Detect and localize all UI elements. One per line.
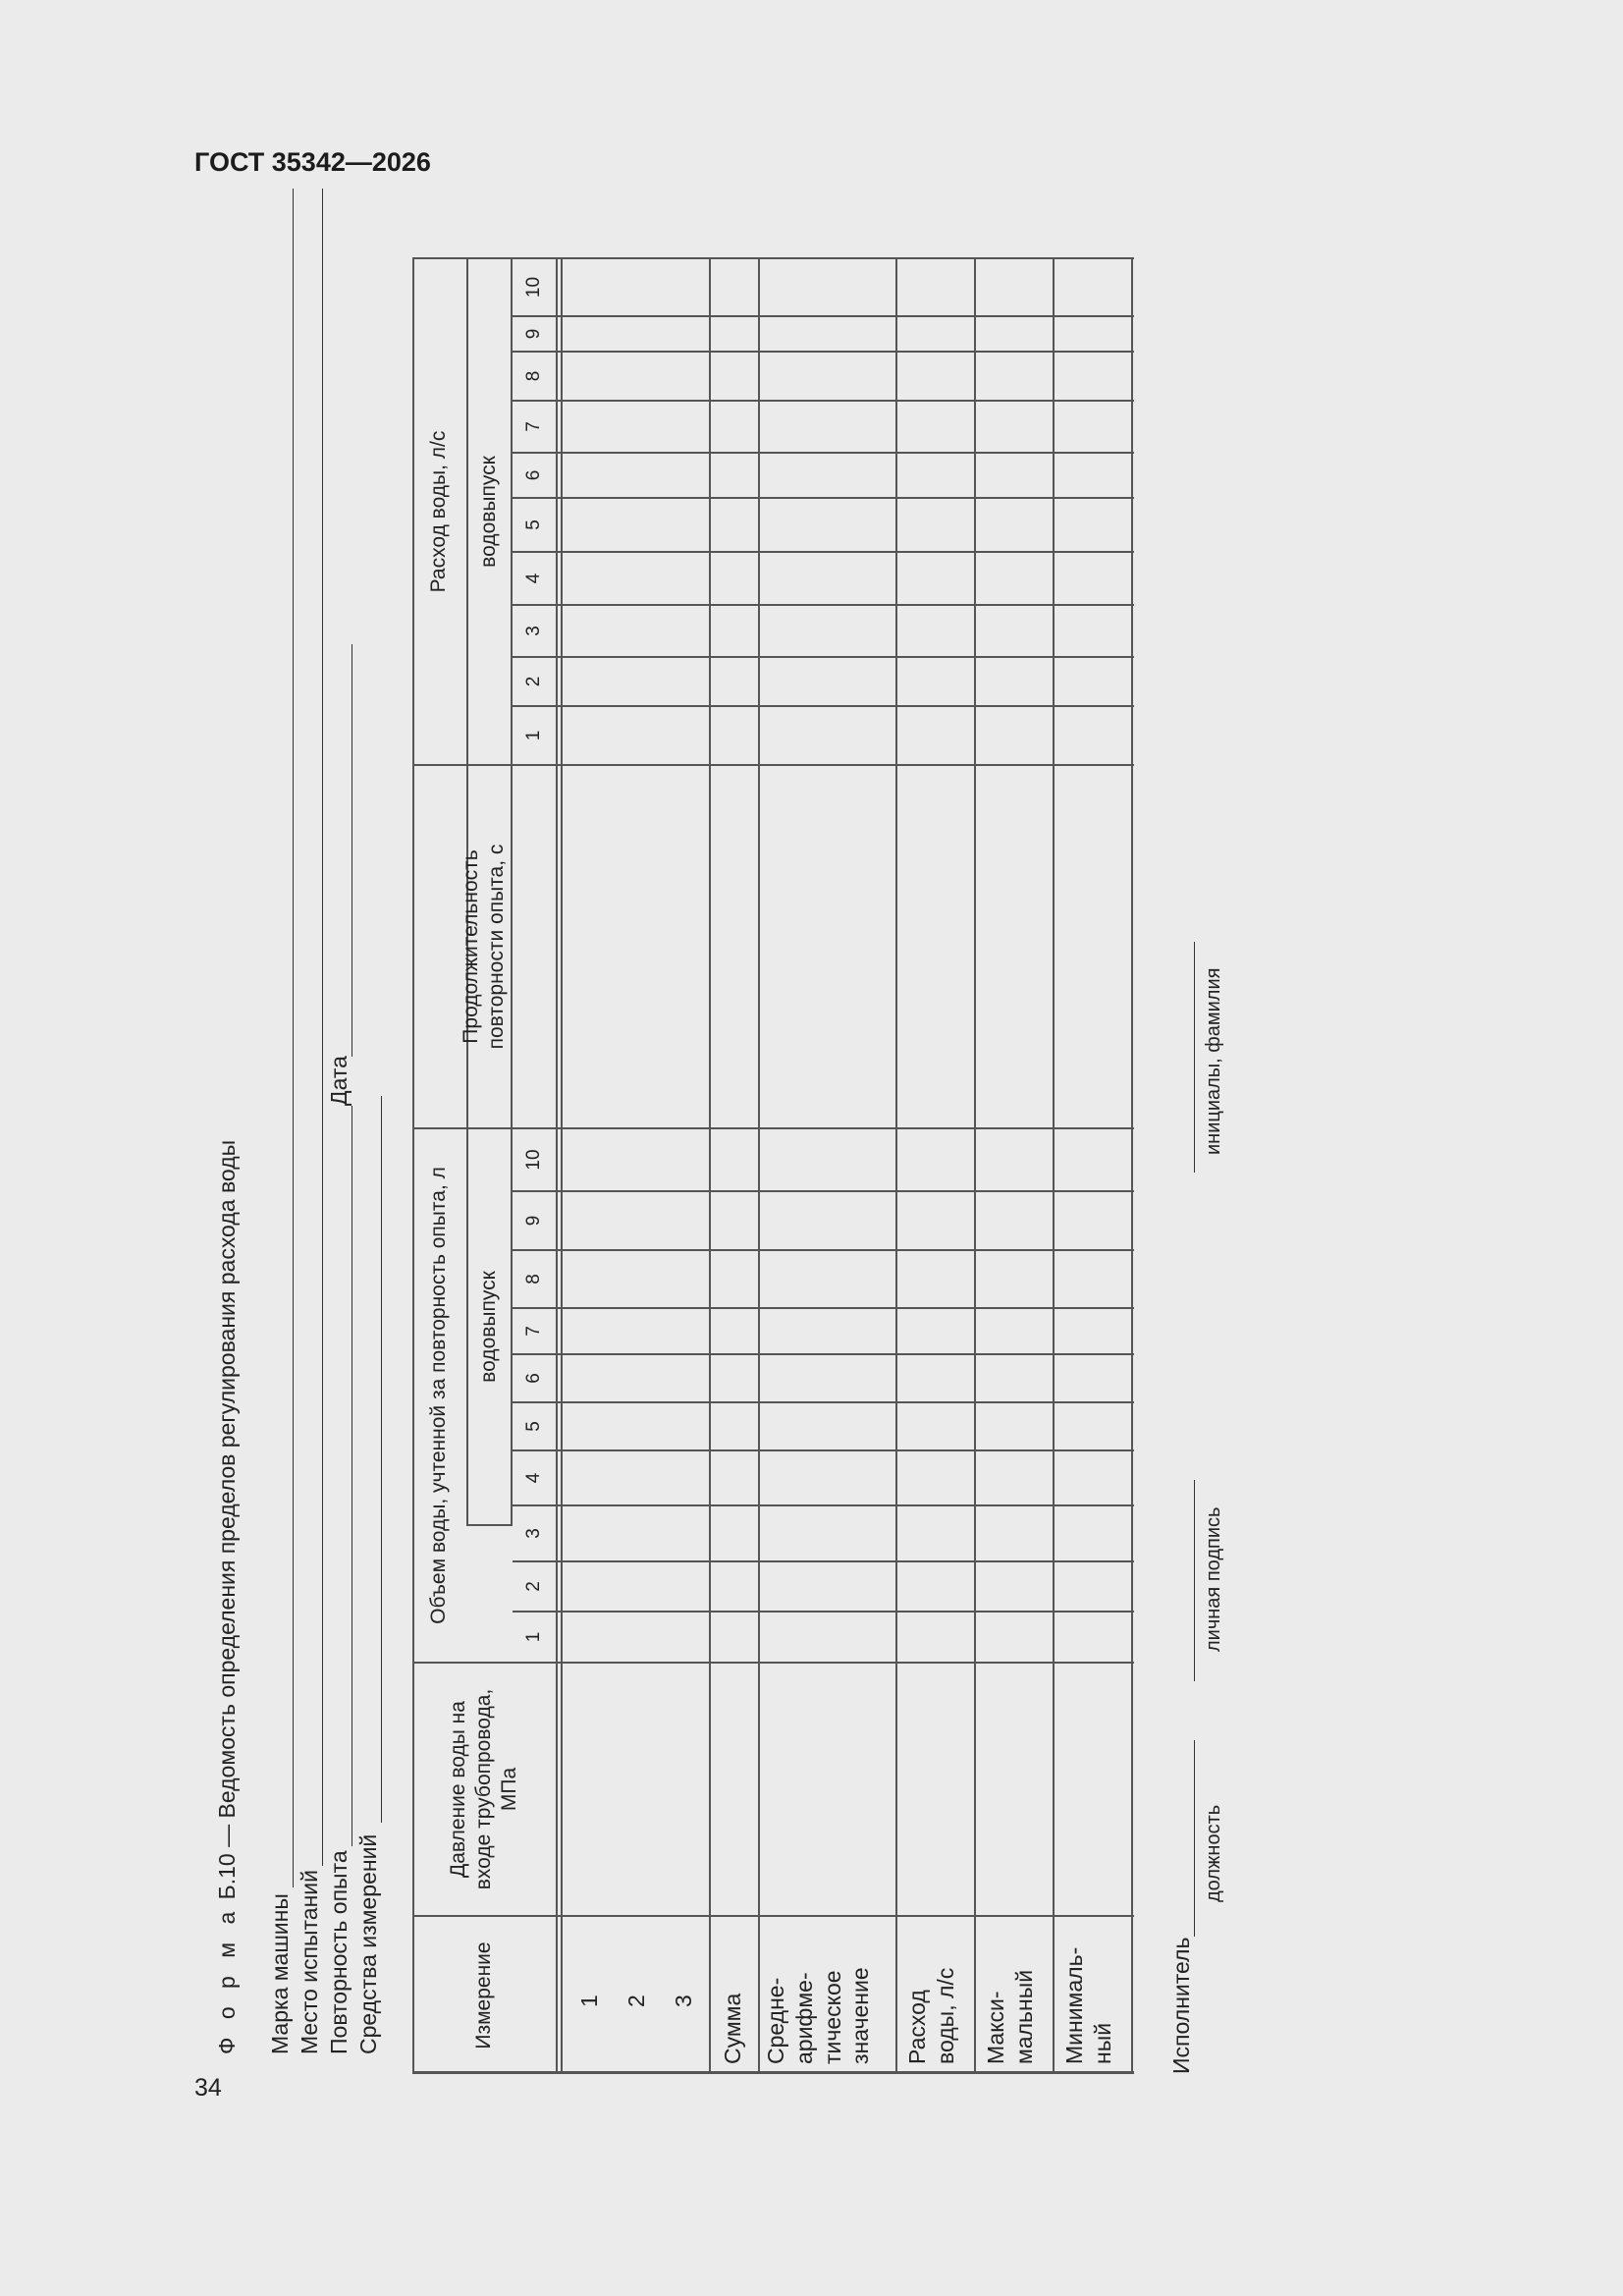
- test-place-label: Место испытаний: [297, 1870, 322, 2054]
- rotated-form-sheet: [196, 110, 1375, 2074]
- flow-outlet-number: 10: [523, 276, 545, 299]
- volume-outlet-number: 7: [523, 1326, 545, 1337]
- flow-outlet-number: 9: [523, 328, 545, 340]
- signature-line[interactable]: [1194, 1480, 1195, 1681]
- volume-outlet-number: 8: [523, 1274, 545, 1285]
- header-measurement: Измерение: [471, 1941, 495, 2050]
- standard-code: ГОСТ 35342—2026: [194, 147, 431, 177]
- volume-outlet-number: 10: [523, 1149, 545, 1171]
- row-mean-label: Средне- арифме- тическое значение: [763, 1967, 874, 2064]
- flow-outlet-number: 2: [523, 676, 545, 687]
- row-flow-label: Расход воды, л/с: [904, 1967, 958, 2064]
- executor-label: Исполнитель: [1168, 1937, 1194, 2074]
- flow-outlet-number: 4: [523, 573, 545, 584]
- volume-outlet-number: 2: [523, 1581, 545, 1592]
- flow-outlet-number: 6: [523, 469, 545, 481]
- flow-outlet-number: 3: [523, 626, 545, 636]
- volume-outlet-number: 3: [523, 1528, 545, 1539]
- volume-outlet-number: 6: [523, 1373, 545, 1384]
- machine-brand-label: Марка машины: [267, 1893, 293, 2054]
- flow-outlet-number: 8: [523, 370, 545, 382]
- machine-brand-line[interactable]: [293, 189, 294, 1887]
- signature-caption: личная подпись: [1203, 1506, 1224, 1652]
- volume-outlet-number: 4: [523, 1472, 545, 1484]
- form-title-text: — Ведомость определения пределов регулирования расхода воды: [214, 1139, 240, 1854]
- volume-outlet-number: 1: [523, 1631, 545, 1643]
- name-line[interactable]: [1194, 942, 1195, 1173]
- form-title: [214, 1140, 241, 2054]
- form-title-number: Б.10: [214, 1853, 240, 1900]
- flow-outlet-number: 7: [523, 421, 545, 432]
- flow-outlet-number: 5: [523, 519, 545, 530]
- header-volume-outlet: водовыпуск: [477, 1271, 501, 1383]
- header-volume: Объем воды, учтенной за повторность опыта, л: [427, 1167, 451, 1624]
- measuring-tools-label: Средства измерений: [355, 1833, 381, 2054]
- flow-outlet-number: 1: [523, 730, 545, 741]
- volume-outlet-number: 5: [523, 1421, 545, 1432]
- header-pressure: Давление воды на входе трубопровода, МПа: [446, 1688, 521, 1890]
- test-place-line[interactable]: [322, 189, 323, 1866]
- position-caption: должность: [1203, 1804, 1224, 1902]
- header-duration: Продолжительность повторности опыта, с: [459, 844, 508, 1050]
- header-flow: Расход воды, л/с: [427, 430, 451, 593]
- measuring-tools-line[interactable]: [381, 1096, 382, 1823]
- position-line[interactable]: [1194, 1740, 1195, 1937]
- page-number: 34: [194, 2074, 222, 2102]
- volume-outlet-number: 9: [523, 1215, 545, 1227]
- name-caption: инициалы, фамилия: [1203, 967, 1224, 1155]
- row-min-label: Минималь- ный: [1061, 1946, 1115, 2064]
- date-label: Дата: [326, 1056, 352, 1106]
- measurement-table: [412, 257, 1134, 2074]
- measurement-row-label: 2: [623, 1995, 649, 2007]
- measurement-row-label: 1: [576, 1995, 602, 2007]
- measurement-row-label: 3: [671, 1995, 696, 2007]
- row-max-label: Макси- мальный: [983, 1969, 1037, 2064]
- test-repeat-label: Повторность опыта: [326, 1850, 352, 2054]
- form-title-prefix: Ф о р м а: [214, 1905, 240, 2054]
- row-sum-label: Сумма: [720, 1993, 745, 2064]
- header-flow-outlet: водовыпуск: [477, 456, 501, 568]
